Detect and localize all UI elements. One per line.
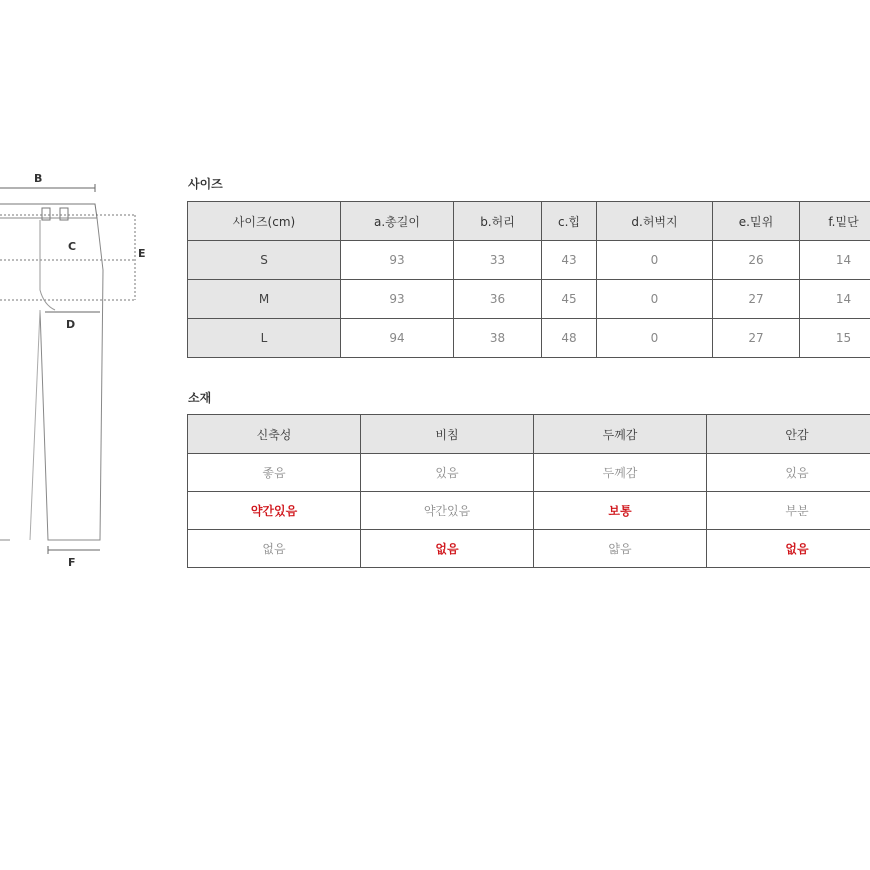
size-header-cell: d.허벅지 [597, 202, 713, 241]
table-row [188, 492, 870, 530]
size-label: S [188, 241, 341, 280]
material-header-cell: 신축성 [188, 415, 361, 454]
material-option: 얇음 [534, 530, 707, 568]
table-cell: 33 [454, 241, 542, 280]
material-header-cell: 안감 [707, 415, 870, 454]
pants-outline-icon [0, 160, 180, 580]
table-cell: 36 [454, 280, 542, 319]
table-cell: 27 [713, 280, 800, 319]
table-row [188, 319, 870, 358]
table-cell: 14 [800, 280, 870, 319]
material-header-cell: 비침 [361, 415, 534, 454]
table-row [188, 454, 870, 492]
material-option: 있음 [361, 454, 534, 492]
label-f: F [68, 556, 76, 569]
size-label: M [188, 280, 341, 319]
table-cell: 45 [542, 280, 597, 319]
table-cell: 93 [341, 241, 454, 280]
table-cell: 43 [542, 241, 597, 280]
table-cell: 0 [597, 241, 713, 280]
size-header-cell: e.밑위 [713, 202, 800, 241]
material-option-selected: 보통 [534, 492, 707, 530]
table-cell: 0 [597, 280, 713, 319]
material-option: 약간있음 [361, 492, 534, 530]
material-table [187, 414, 870, 568]
pants-diagram [0, 160, 180, 580]
material-option-selected: 없음 [707, 530, 870, 568]
size-table [187, 201, 870, 358]
table-cell: 27 [713, 319, 800, 358]
table-cell: 14 [800, 241, 870, 280]
label-d: D [66, 318, 76, 331]
label-c: C [68, 240, 77, 253]
material-option: 부분 [707, 492, 870, 530]
size-label: L [188, 319, 341, 358]
material-section-title: 소재 [188, 391, 212, 405]
size-header-cell: b.허리 [454, 202, 542, 241]
table-cell: 38 [454, 319, 542, 358]
material-option-selected: 약간있음 [188, 492, 361, 530]
size-header-cell: f.밑단 [800, 202, 870, 241]
material-option: 있음 [707, 454, 870, 492]
label-e: E [138, 247, 146, 260]
table-cell: 26 [713, 241, 800, 280]
material-header-row [188, 415, 870, 454]
table-row [188, 530, 870, 568]
table-row [188, 241, 870, 280]
table-cell: 48 [542, 319, 597, 358]
size-section-title: 사이즈 [188, 177, 223, 191]
material-option: 두께감 [534, 454, 707, 492]
size-header-cell: a.총길이 [341, 202, 454, 241]
table-cell: 93 [341, 280, 454, 319]
material-option: 없음 [188, 530, 361, 568]
table-row [188, 280, 870, 319]
label-b: B [34, 172, 43, 185]
table-cell: 0 [597, 319, 713, 358]
material-option: 좋음 [188, 454, 361, 492]
table-cell: 94 [341, 319, 454, 358]
table-cell: 15 [800, 319, 870, 358]
size-header-cell: c.힙 [542, 202, 597, 241]
size-header-row [188, 202, 870, 241]
material-option-selected: 없음 [361, 530, 534, 568]
material-header-cell: 두께감 [534, 415, 707, 454]
size-header-cell: 사이즈(cm) [188, 202, 341, 241]
